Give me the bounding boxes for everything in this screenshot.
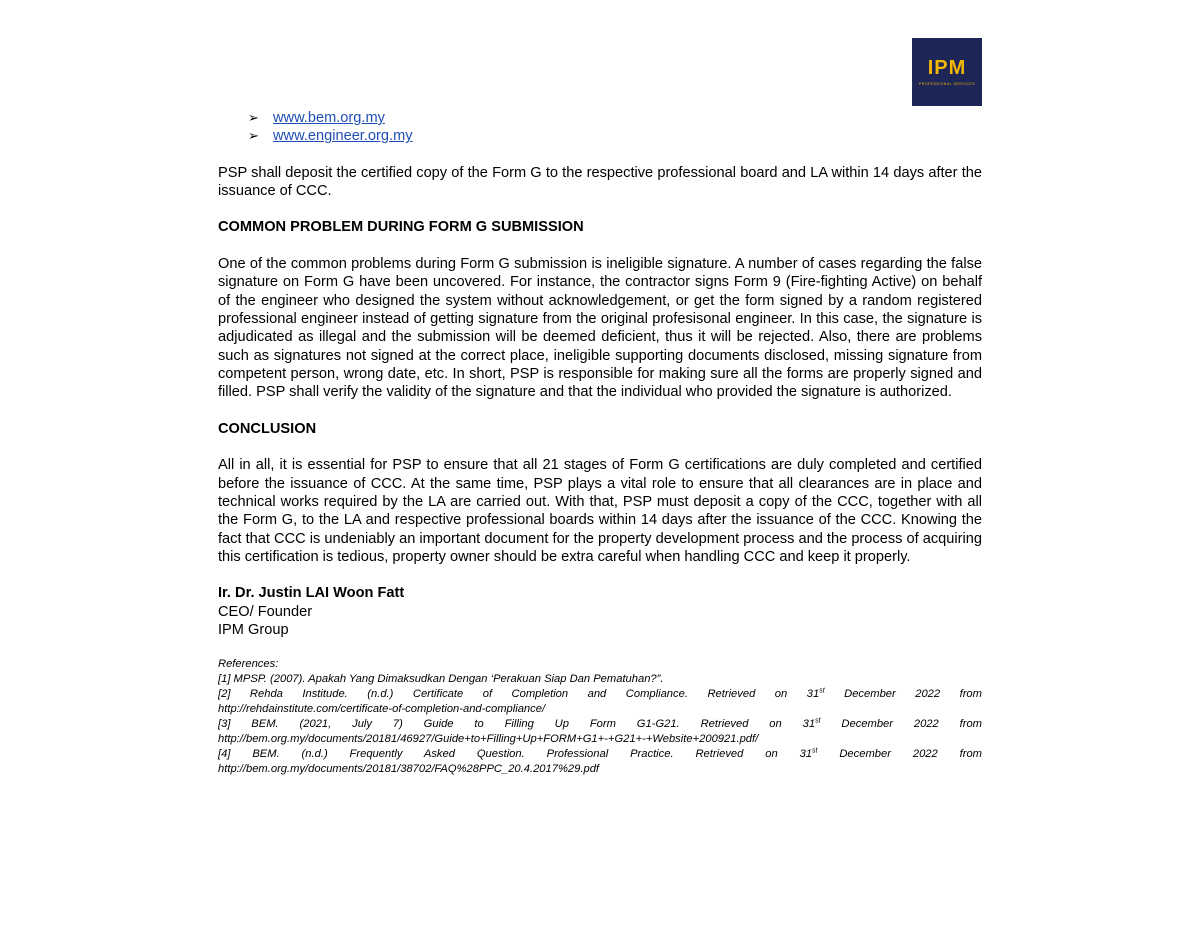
references — [218, 657, 982, 777]
reference-1: [1] MPSP. (2007). Apakah Yang Dimaksudkan Dengan ‘Perakuan Siap Dan Pematuhan?”. — [218, 673, 664, 686]
reference-4-url: http://bem.org.my/documents/20181/38702/FAQ%28PPC_20.4.2017%29.pdf — [218, 763, 600, 776]
arrow-bullet-icon: ➢ — [248, 110, 259, 125]
reference-3-url: http://bem.org.my/documents/20181/46927/Guide+to+Filling+Up+FORM+G1+-+G21+-+Website+200921.pdf/ — [218, 733, 759, 746]
signature-block — [218, 584, 982, 639]
list-item — [218, 109, 982, 127]
heading-conclusion: CONCLUSION — [218, 420, 317, 437]
paragraph-deposit: PSP shall deposit the certified copy of the Form G to the respective professional board and LA within 14 days after the issuance of CCC. — [218, 164, 982, 199]
reference-4: [4] BEM. (n.d.) Frequently Asked Question. Professional Practice. Retrieved on 31st December 2022 from — [218, 747, 982, 761]
author-name: Ir. Dr. Justin LAI Woon Fatt — [218, 585, 405, 602]
reference-3: [3] BEM. (2021, July 7) Guide to Filling Up Form G1-G21. Retrieved on 31st December 2022 from — [218, 717, 982, 731]
logo-subtitle: PROFESSIONAL SERVICES — [918, 82, 976, 86]
list-item — [218, 127, 982, 145]
author-title: CEO/ Founder — [218, 603, 313, 620]
ipm-logo — [912, 38, 982, 106]
link-bem[interactable]: www.bem.org.my — [273, 110, 385, 126]
reference-2-url: http://rehdainstitute.com/certificate-of-completion-and-compliance/ — [218, 703, 546, 716]
link-list — [218, 109, 982, 146]
paragraph-common-problem: One of the common problems during Form G submission is ineligible signature. A number of cases regarding the false signature on Form G have been uncovered. For instance, the contractor signs Form 9 (Fire-fighting Active) on behalf of the engineer who designed the system without acknowledgement, or get the form signed by a random registered professional engineer instead of getting signature from the original profesisonal engineer. In this case, the signature is adjudicated as illegal and the submission will be deemed deficient, thus it will be rejected. Also, there are problems such as signatures not signed at the correct place, ineligible supporting documents disclosed, missing signature from competent person, wrong date, etc. In short, PSP is responsible for making sure all the forms are properly signed and filled. PSP shall verify the validity of the signature and that the individual who provided the signature is authorized. — [218, 256, 982, 401]
heading-common-problem: COMMON PROBLEM DURING FORM G SUBMISSION — [218, 219, 584, 236]
logo-mark: IPM — [927, 57, 967, 79]
document-page — [218, 109, 982, 777]
author-org: IPM Group — [218, 622, 289, 639]
link-engineer[interactable]: www.engineer.org.my — [273, 128, 413, 145]
references-label: References: — [218, 658, 279, 671]
arrow-bullet-icon: ➢ — [248, 128, 259, 144]
reference-2: [2] Rehda Institude. (n.d.) Certificate of Completion and Compliance. Retrieved on 31st December 2022 from — [218, 687, 982, 701]
paragraph-conclusion: All in all, it is essential for PSP to ensure that all 21 stages of Form G certifications are duly completed and certified before the issuance of CCC. At the same time, PSP plays a vital role to ensure that all clearances are in place and technical works required by the LA are carried out. With that, PSP must deposit a copy of the CCC, together with all the Form G, to the LA and respective professional boards within 14 days after the issuance of the CCC. Knowing the fact that CCC is undeniably an important document for the property development process and the process of acquiring this certification is tedious, property owner should be extra careful when handling CCC and keep it properly. — [218, 457, 982, 565]
